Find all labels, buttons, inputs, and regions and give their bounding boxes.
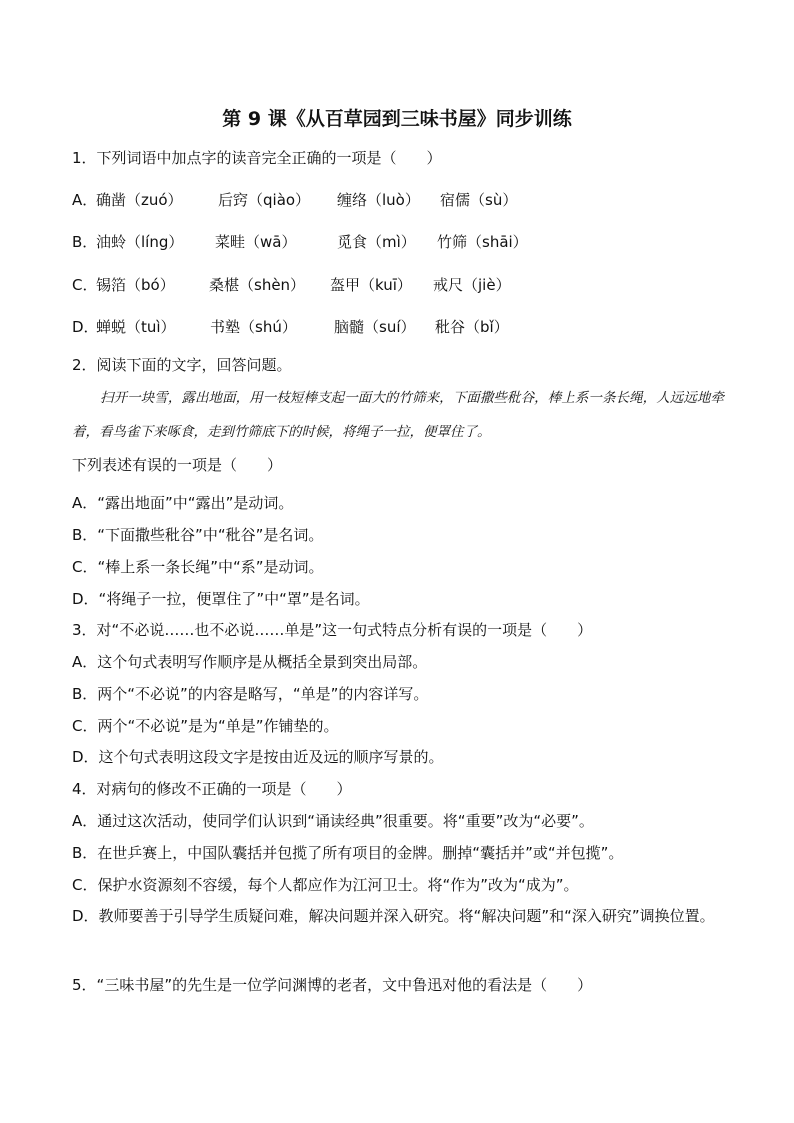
q3-option-b[interactable]: B．两个“不必说”的内容是略写，“单是”的内容详写。: [72, 685, 429, 703]
q2-question: 下列表述有误的一项是（ ）: [72, 456, 283, 474]
q4-option-a[interactable]: A．通过这次活动，使同学们认识到“诵读经典”很重要。将“重要”改为“必要”。: [72, 812, 594, 830]
q2-option-c[interactable]: C．“棒上系一条长绳”中“系”是动词。: [72, 558, 324, 576]
option-item: 菜畦（wā）: [215, 233, 297, 251]
q4-stem: 4．对病句的修改不正确的一项是（ ）: [72, 780, 352, 798]
option-item: 油蛉（líng）: [96, 233, 184, 251]
q5-stem: 5．“三味书屋”的先生是一位学问渊博的老者，文中鲁迅对他的看法是（ ）: [72, 976, 593, 994]
option-item: 桑椹（shèn）: [209, 276, 306, 294]
q4-option-b[interactable]: B．在世乒赛上，中国队囊括并包揽了所有项目的金牌。删掉“囊括并”或“并包揽”。: [72, 844, 624, 862]
option-item: 竹筛（shāi）: [437, 233, 528, 251]
option-item: 后窍（qiào）: [218, 191, 311, 209]
option-item: 确凿（zuó）: [96, 191, 183, 209]
q1-stem: 1．下列词语中加点字的读音完全正确的一项是（ ）: [72, 149, 442, 167]
q2-passage: 扫开一块雪，露出地面，用一枝短棒支起一面大的竹筛来，下面撒些秕谷，棒上系一条长绳，人远远地牵着，看鸟雀下来啄食，走到竹筛底下的时候，将绳子一拉，便罩住了。: [72, 390, 724, 440]
q4-option-c[interactable]: C．保护水资源刻不容缓，每个人都应作为江河卫士。将“作为”改为“成为”。: [72, 876, 579, 894]
q3-option-a[interactable]: A．这个句式表明写作顺序是从概括全景到突出局部。: [72, 653, 428, 671]
option-label: A．: [72, 191, 98, 209]
option-label: C．: [72, 276, 98, 294]
option-item: 觅食（mì）: [337, 233, 416, 251]
page-title: 第 9 课《从百草园到三味书屋》同步训练: [222, 108, 572, 130]
q2-stem: 2．阅读下面的文字，回答问题。: [72, 356, 292, 374]
option-label: D．: [72, 318, 99, 336]
q4-option-d[interactable]: D．教师要善于引导学生质疑问难，解决问题并深入研究。将“解决问题”和“深入研究”调换位置。: [72, 907, 715, 925]
q2-option-b[interactable]: B．“下面撒些秕谷”中“秕谷”是名词。: [72, 526, 324, 544]
option-item: 宿儒（sù）: [440, 191, 518, 209]
option-item: 书塾（shú）: [210, 318, 297, 336]
option-item: 蝉蜕（tuì）: [96, 318, 176, 336]
option-item: 脑髓（suí）: [334, 318, 416, 336]
option-item: 盔甲（kuī）: [330, 276, 412, 294]
q2-option-d[interactable]: D．“将绳子一拉，便罩住了”中“罩”是名词。: [72, 590, 370, 608]
option-item: 戒尺（jiè）: [433, 276, 511, 294]
option-label: B．: [72, 233, 98, 251]
q3-stem: 3．对“不必说……也不必说……单是”这一句式特点分析有误的一项是（ ）: [72, 621, 593, 639]
q2-option-a[interactable]: A．“露出地面”中“露出”是动词。: [72, 494, 294, 512]
option-item: 秕谷（bǐ）: [435, 318, 509, 336]
q3-option-c[interactable]: C．两个“不必说”是为“单是”作铺垫的。: [72, 717, 339, 735]
option-item: 锡箔（bó）: [96, 276, 175, 294]
option-item: 缠络（luò）: [337, 191, 420, 209]
q3-option-d[interactable]: D．这个句式表明这段文字是按由近及远的顺序写景的。: [72, 748, 444, 766]
